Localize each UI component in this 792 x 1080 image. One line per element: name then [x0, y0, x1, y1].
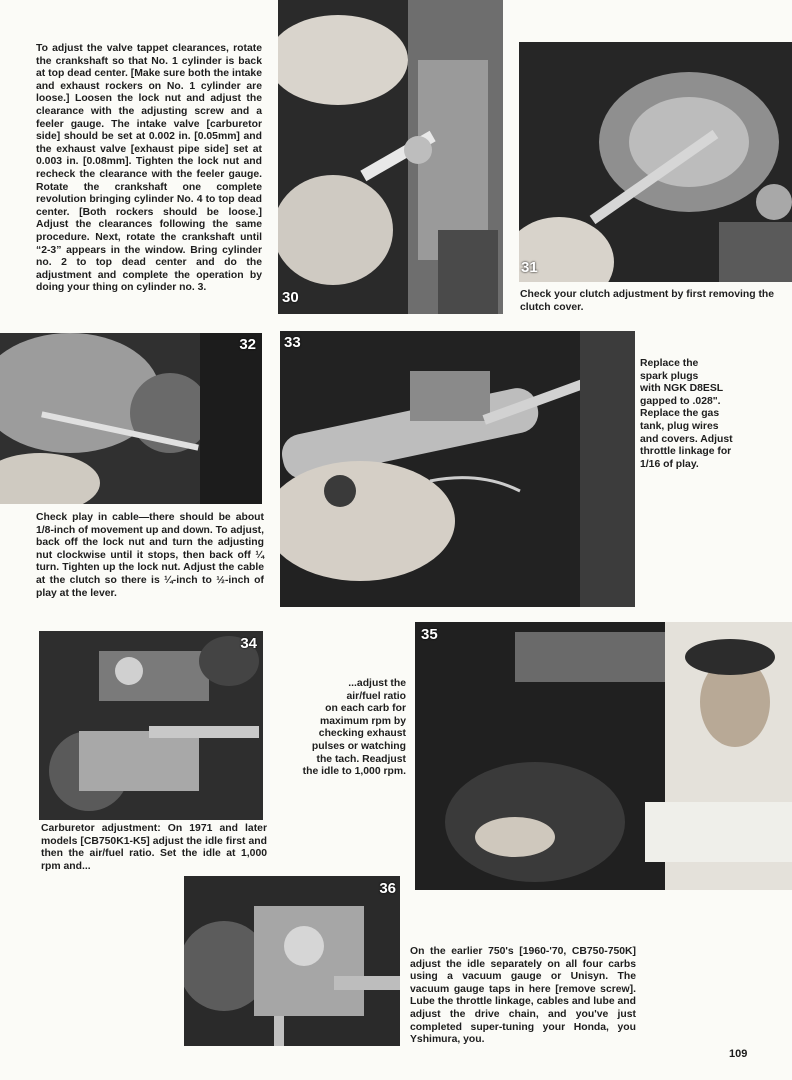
caption-clutch-cover: Check your clutch adjustment by first removing the clutch cover.: [520, 289, 775, 313]
photo-31-art: [519, 42, 792, 282]
photo-31: [519, 42, 792, 282]
caption-air-fuel: ...adjust the air/fuel ratio on each carb for maximum rpm by checking exhaust pulses or watching the tach. Readjust the idle to 1,000 rpm.: [302, 678, 406, 778]
photo-number: 36: [379, 880, 396, 897]
photo-32-art: [0, 333, 262, 504]
photo-number: 33: [284, 334, 301, 351]
caption-carburetor: Carburetor adjustment: On 1971 and later models [CB750K1-K5] adjust the idle first and then the air/fuel ratio. Set the idle at 1,000 rpm and...: [41, 823, 267, 872]
photo-34: [39, 631, 263, 820]
photo-36-art: [184, 876, 400, 1046]
caption-cable-play: Check play in cable—there should be about 1/8-inch of movement up and down. To adjust, back off the lock nut and turn the adjusting nut clockwise until it stops, then back off ¼ turn. Tighten up the lock nut. Adjust the cable at the clutch so there is ¼-inch to ½-inch of play at the lever.: [36, 512, 264, 599]
photo-33-art: [280, 331, 635, 607]
caption-spark-plugs: Replace the spark plugs with NGK D8ESL gapped to .028". Replace the gas tank, plug wires and covers. Adjust throttle linkage for 1/16 of play.: [640, 358, 733, 470]
photo-33: [280, 331, 635, 607]
photo-number: 30: [282, 289, 299, 306]
page-number: 109: [729, 1048, 748, 1060]
photo-35: [415, 622, 792, 890]
photo-number: 35: [421, 626, 438, 643]
photo-36: [184, 876, 400, 1046]
photo-34-art: [39, 631, 263, 820]
photo-35-art: [415, 622, 792, 890]
photo-30-art: [278, 0, 503, 314]
photo-32: [0, 333, 262, 504]
photo-30: [278, 0, 503, 314]
photo-number: 31: [521, 259, 538, 276]
photo-number: 32: [239, 336, 256, 353]
caption-valve-tappet: To adjust the valve tappet clearances, rotate the crankshaft so that No. 1 cylinder is back at top dead center. [Make sure both the intake and exhaust rockers on No. 1 cylinder are loose.] Loosen the lock nut and adjust the clearance with the adjusting screw and a feeler gauge. The intake valve [carburetor side] should be set at 0.002 in. [0.05mm] and the exhaust valve [exhaust pipe side] set at 0.003 in. [0.08mm]. Tighten the lock nut and recheck the clearance with the feeler gauge. Rotate the crankshaft one complete revolution bringing cylinder No. 4 to top dead center. [Both rockers should be loose.] Adjust the clearances following the same procedure. Next, rotate the crankshaft until “2-3” appears in the window. Bring cylinder no. 2 to top dead center and do the adjustment and complete the operation by doing your thing on cylinder no. 3.: [36, 43, 262, 294]
caption-earlier-750: On the earlier 750's [1960-'70, CB750-750K] adjust the idle separately on all four carbs using a vacuum gauge or Unisyn. The vacuum gauge taps in here [remove screw]. Lube the throttle linkage, cables and lube and adjust the drive chain, and you've just completed super-tuning your Honda, you Yshimura, you.: [410, 946, 636, 1046]
photo-number: 34: [240, 635, 257, 652]
